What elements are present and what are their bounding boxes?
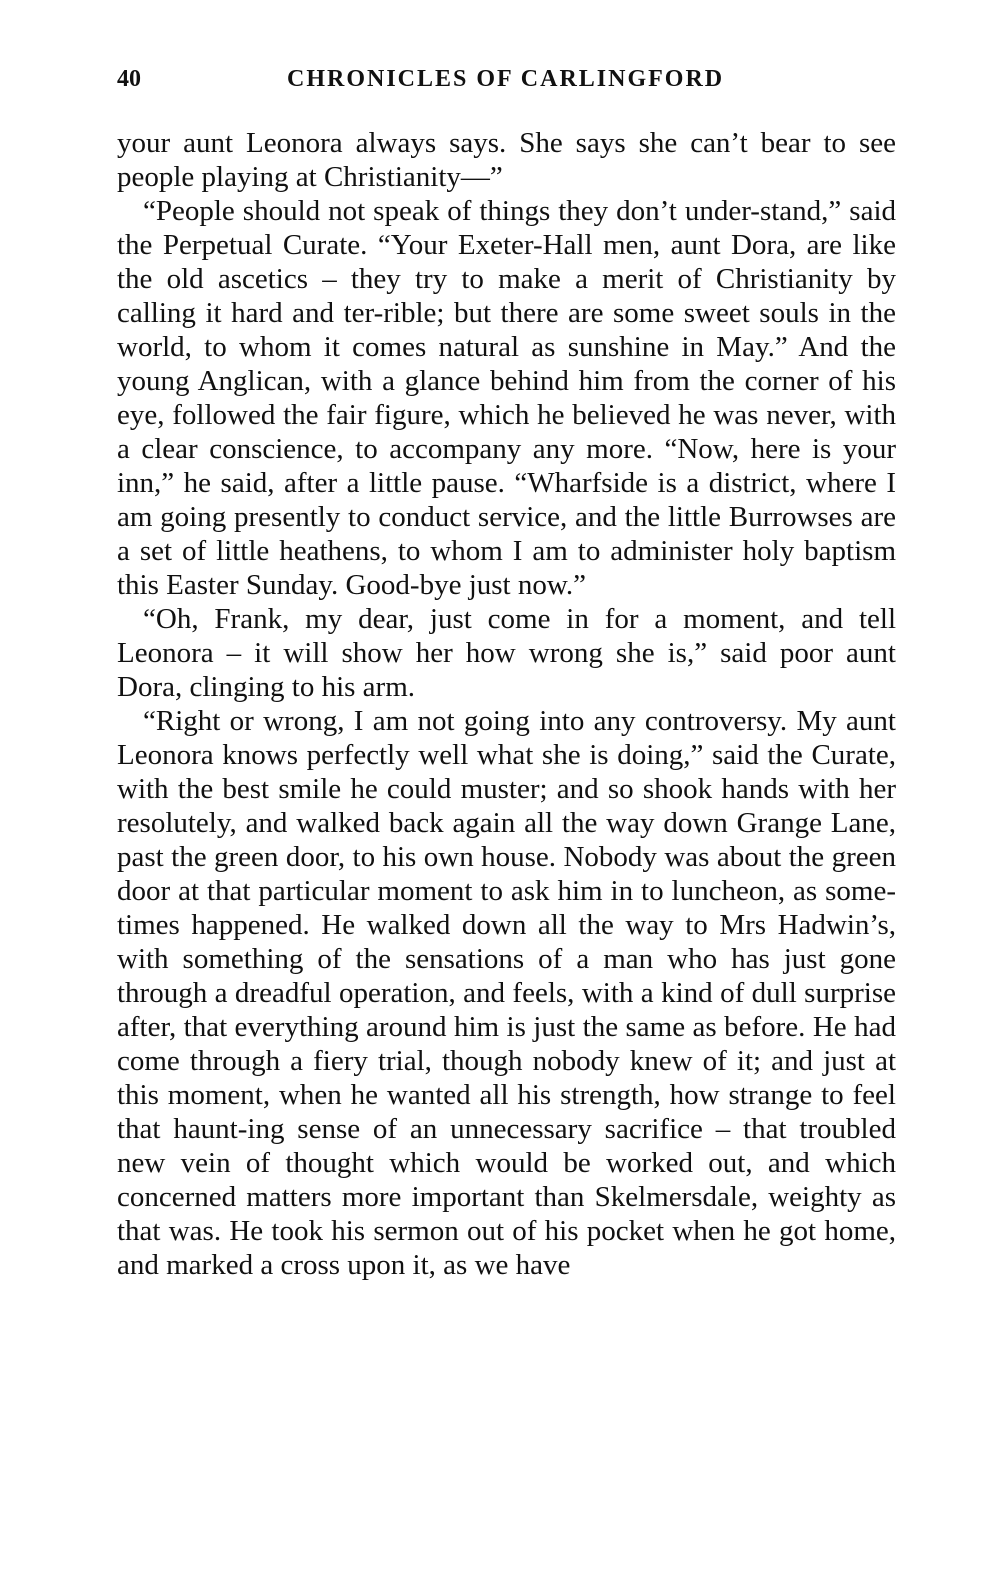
- paragraph: “People should not speak of things they don’t under-stand,” said the Perpetual Curate. “Your Exeter-Hall men, aunt Dora, are like the old ascetics – they try to make a merit of Christianity by calling it hard and ter-rible; but there are some sweet souls in the world, to whom it comes natural as sunshine in May.” And the young Anglican, with a glance behind him from the corner of his eye, followed the fair figure, which he believed he was never, with a clear conscience, to accompany any more. “Now, here is your inn,” he said, after a little pause. “Wharfside is a district, where I am going presently to conduct service, and the little Burrowses are a set of little heathens, to whom I am to administer holy baptism this Easter Sunday. Good-bye just now.”: [117, 195, 896, 601]
- running-head: [117, 66, 897, 102]
- body-text: [117, 126, 896, 1282]
- paragraph-continuation: your aunt Leonora always says. She says she can’t bear to see people playing at Christianity—”: [117, 127, 896, 193]
- page-number: 40: [117, 66, 141, 92]
- running-title: CHRONICLES OF CARLINGFORD: [287, 66, 725, 92]
- paragraph: “Right or wrong, I am not going into any controversy. My aunt Leonora knows perfectly well what she is doing,” said the Curate, with the best smile he could muster; and so shook hands with her resolutely, and walked back again all the way down Grange Lane, past the green door, to his own house. Nobody was about the green door at that particular moment to ask him in to luncheon, as some-times happened. He walked down all the way to Mrs Hadwin’s, with something of the sensations of a man who has just gone through a dreadful operation, and feels, with a kind of dull surprise after, that everything around him is just the same as before. He had come through a fiery trial, though nobody knew of it; and just at this moment, when he wanted all his strength, how strange to feel that haunt-ing sense of an unnecessary sacrifice – that troubled new vein of thought which would be worked out, and which concerned matters more important than Skelmersdale, weighty as that was. He took his sermon out of his pocket when he got home, and marked a cross upon it, as we have: [117, 705, 896, 1281]
- paragraph: “Oh, Frank, my dear, just come in for a moment, and tell Leonora – it will show her how wrong she is,” said poor aunt Dora, clinging to his arm.: [117, 603, 896, 703]
